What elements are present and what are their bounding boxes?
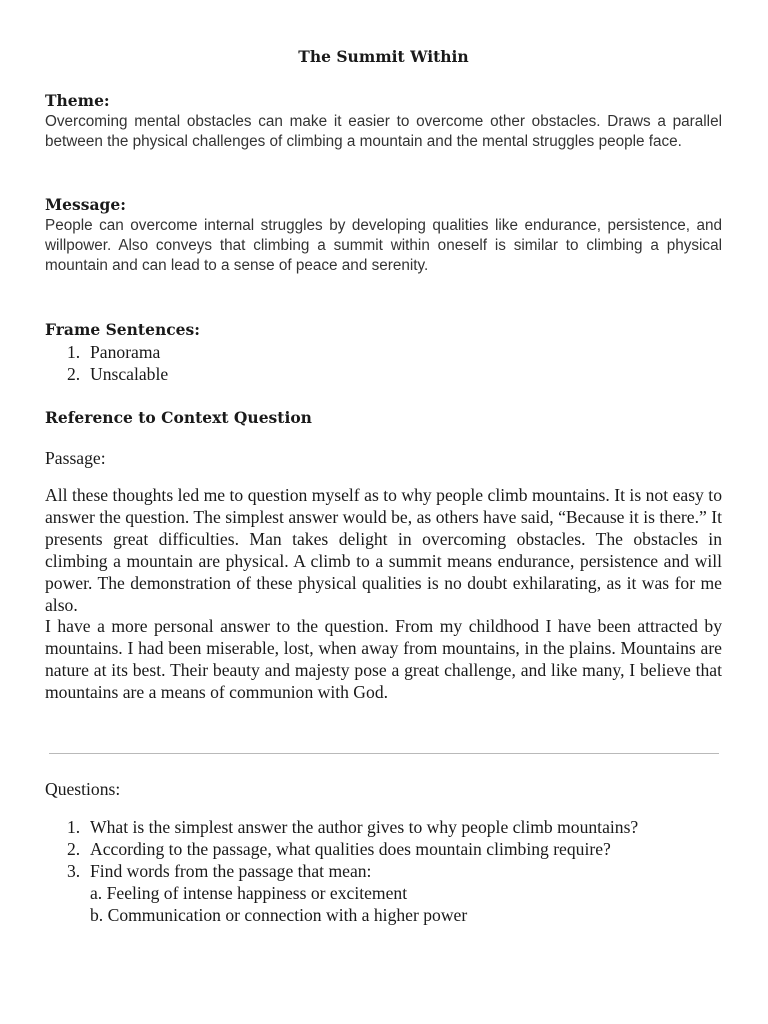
question-number: 1.	[67, 817, 81, 837]
frame-sentences-heading: Frame Sentences:	[45, 320, 200, 339]
list-number: 1.	[67, 342, 81, 362]
sub-question-text: b. Communication or connection with a higher power	[90, 905, 468, 925]
question-number: 2.	[67, 839, 81, 859]
question-text: According to the passage, what qualities does mountain climbing require?	[90, 839, 611, 859]
question-item	[45, 838, 638, 860]
list-text: Unscalable	[90, 364, 169, 384]
list-item	[45, 363, 168, 385]
passage-paragraph-2: I have a more personal answer to the question. From my childhood I have been attracted by mountains. I had been miserable, lost, when away from mountains, in the plains. Mountains are nature at its best. Their beauty and majesty pose a great challenge, and like many, I believe that mountains are a means of communion with God.	[45, 616, 722, 702]
question-text: What is the simplest answer the author gives to why people climb mountains?	[90, 817, 639, 837]
passage-paragraph-1: All these thoughts led me to question myself as to why people climb mountains. It is not easy to answer the question. The simplest answer would be, as others have said, “Because it is there.” It presents great difficulties. Man takes delight in overcoming obstacles. The obstacles in climbing a mountain are physical. A climb to a summit means endurance, persistence and will power. The demonstration of these physical qualities is no doubt exhilarating, as it was for me also.	[45, 485, 722, 615]
message-text: People can overcome internal struggles by developing qualities like endurance, persistence, and willpower. Also conveys that climbing a summit within oneself is similar to climbing a physical mountain and can lead to a sense of peace and serenity.	[45, 217, 722, 274]
question-text: Find words from the passage that mean:	[90, 861, 372, 881]
list-item	[45, 341, 168, 363]
sub-question-text: a. Feeling of intense happiness or excitement	[90, 883, 408, 903]
list-number: 2.	[67, 364, 81, 384]
theme-text: Overcoming mental obstacles can make it easier to overcome other obstacles. Draws a parallel between the physical challenges of climbing a mountain and the mental struggles people face.	[45, 113, 722, 150]
divider	[49, 753, 719, 754]
reference-heading: Reference to Context Question	[45, 408, 312, 427]
frame-sentences-list	[45, 341, 168, 385]
sub-question-item	[45, 882, 638, 904]
question-item	[45, 816, 638, 838]
questions-list	[45, 816, 638, 926]
list-text: Panorama	[90, 342, 161, 362]
message-heading: Message:	[45, 195, 126, 214]
passage-label: Passage:	[45, 448, 106, 468]
sub-question-item	[45, 904, 638, 926]
theme-heading: Theme:	[45, 91, 110, 110]
questions-label: Questions:	[45, 779, 121, 799]
question-number: 3.	[67, 861, 81, 881]
document-page	[45, 0, 722, 1024]
question-item	[45, 860, 638, 882]
page-title: The Summit Within	[298, 47, 469, 66]
